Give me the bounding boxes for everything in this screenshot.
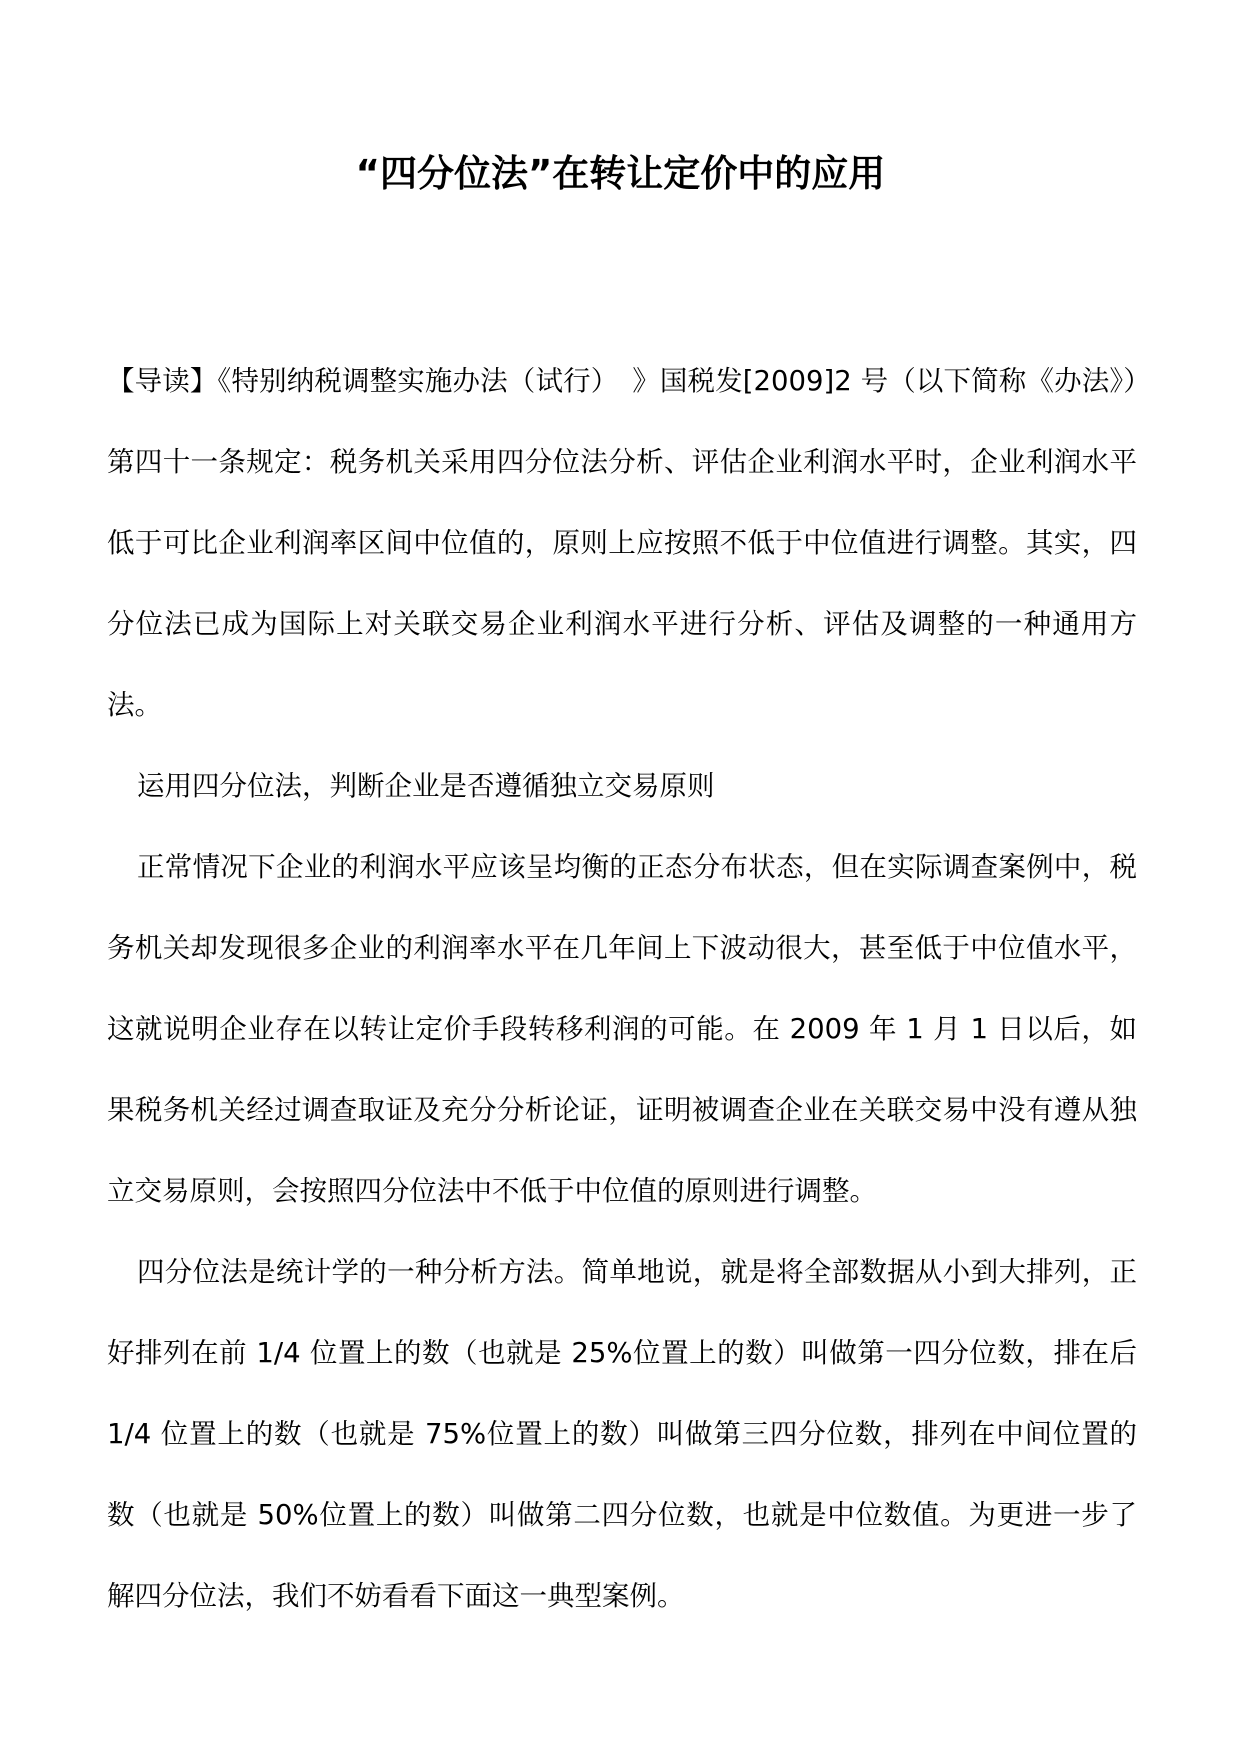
document-title: “四分位法”在转让定价中的应用 — [355, 152, 886, 195]
section-heading-paragraph: 运用四分位法，判断企业是否遵循独立交易原则 — [137, 770, 715, 802]
body-paragraph: 正常情况下企业的利润水平应该呈均衡的正态分布状态，但在实际调查案例中，税务机关却发现很多企业的利润率水平在几年间上下波动很大，甚至低于中位值水平，这就说明企业存在以转让定价手段转移利润的可能。在 2009 年 1 月 1 日以后，如果税务机关经过调查取证及充分分析论证，证明被调查企业在关联交易中没有遵从独立交易原则，会按照四分位法中不低于中位值的原则进行调整。 — [107, 851, 1137, 1207]
document-body — [107, 341, 1137, 1637]
intro-paragraph: 【导读】《特别纳税调整实施办法（试行） 》国税发[2009]2 号（以下简称《办法》）第四十一条规定：税务机关采用四分位法分析、评估企业利润水平时，企业利润水平低于可比企业利润率区间中位值的，原则上应按照不低于中位值进行调整。其实，四分位法已成为国际上对关联交易企业利润水平进行分析、评估及调整的一种通用方法。 — [107, 365, 1137, 721]
body-paragraph: 四分位法是统计学的一种分析方法。简单地说，就是将全部数据从小到大排列，正好排列在前 1/4 位置上的数（也就是 25%位置上的数）叫做第一四分位数，排在后 1/4 位置上的数（也就是 75%位置上的数）叫做第三四分位数，排列在中间位置的数（也就是 50%位置上的数）叫做第二四分位数，也就是中位数值。为更进一步了解四分位法，我们不妨看看下面这一典型案例。 — [107, 1256, 1137, 1612]
